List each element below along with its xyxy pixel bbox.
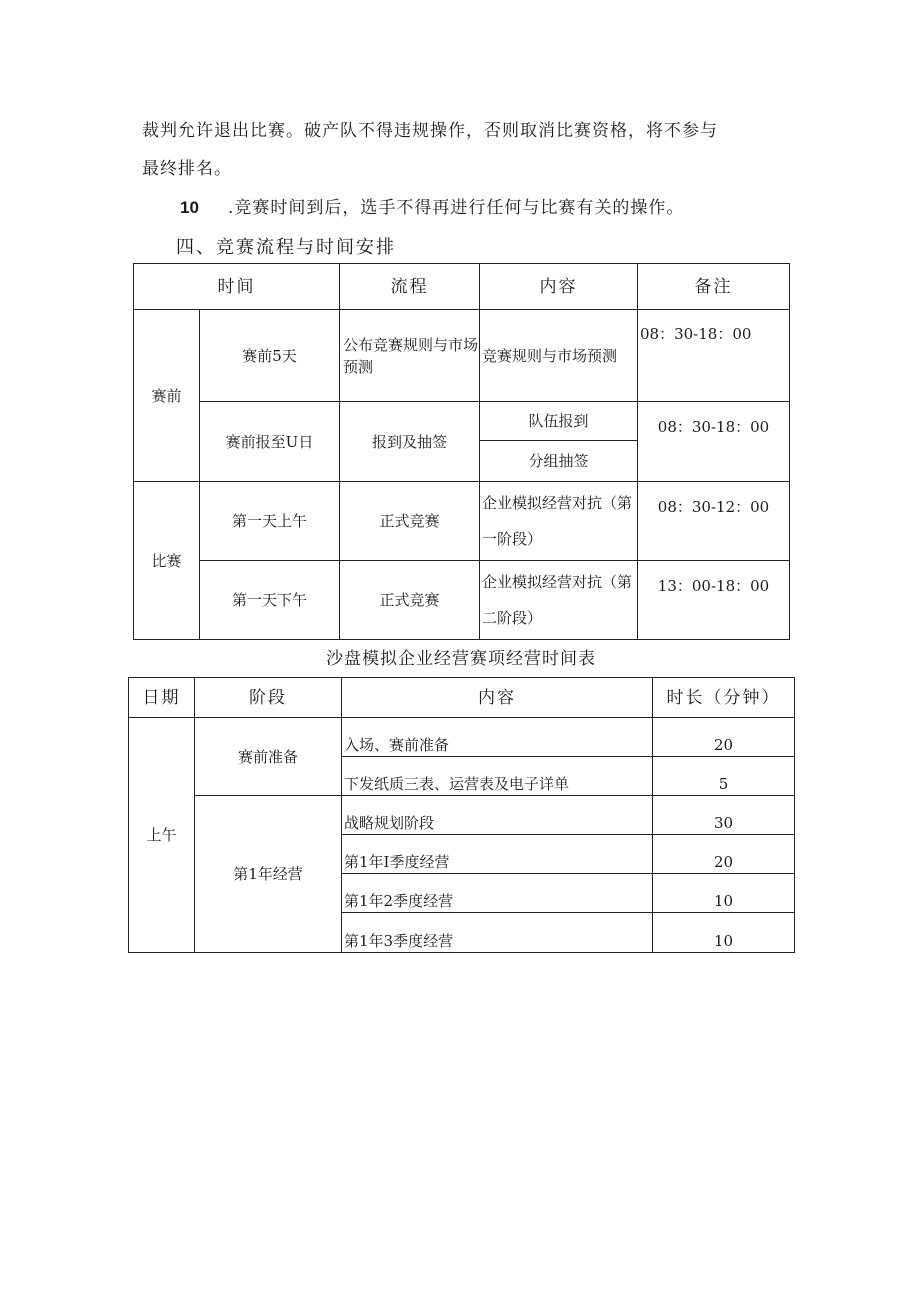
content-cell: 企业模拟经营对抗（第一阶段） [480, 482, 638, 561]
time-cell: 赛前报至U日 [200, 402, 340, 482]
duration-cell: 5 [653, 757, 795, 796]
table-row [134, 402, 790, 482]
table-row [129, 796, 795, 835]
content-cell: 企业模拟经营对抗（第二阶段） [480, 561, 638, 640]
header-content: 内容 [480, 264, 638, 310]
duration-cell: 20 [653, 835, 795, 874]
paragraph-line-2: 最终排名。 [142, 159, 232, 179]
note-cell: 13：00-18：00 [638, 561, 790, 640]
process-cell: 正式竞赛 [340, 561, 480, 640]
time-cell: 第一天上午 [200, 482, 340, 561]
content-check-in: 队伍报到 [528, 412, 589, 430]
table-row [129, 718, 795, 757]
schedule-table [133, 263, 790, 640]
time-cell: 第一天下午 [200, 561, 340, 640]
header-process: 流程 [340, 264, 480, 310]
content-cell: 第1年3季度经营 [342, 913, 653, 953]
header-stage: 阶段 [195, 678, 342, 718]
group-label-pre: 赛前 [134, 310, 200, 482]
content-cell: 战略规划阶段 [342, 796, 653, 835]
table-row [134, 310, 790, 402]
header-time: 时间 [134, 264, 340, 310]
process-cell: 公布竞赛规则与市场预测 [340, 310, 480, 402]
time-cell: 赛前5天 [200, 310, 340, 402]
group-label-match: 比赛 [134, 482, 200, 640]
schedule-header-row [134, 264, 790, 310]
note-cell: 08：30-18：00 [638, 310, 790, 402]
header-note: 备注 [638, 264, 790, 310]
stage-cell: 赛前准备 [195, 718, 342, 796]
timetable-caption: 沙盘模拟企业经营赛项经营时间表 [326, 649, 596, 669]
date-cell: 上午 [129, 718, 195, 953]
stage-cell: 第1年经营 [195, 796, 342, 953]
content-cell: 第1年I季度经营 [342, 835, 653, 874]
process-cell: 正式竞赛 [340, 482, 480, 561]
paragraph-rule-10 [180, 197, 684, 219]
rule-number: 10 [180, 198, 199, 217]
rule-text: .竞赛时间到后，选手不得再进行任何与比赛有关的操作。 [228, 198, 685, 218]
table-row [134, 482, 790, 561]
duration-cell: 10 [653, 913, 795, 953]
content-draw: 分组抽签 [480, 440, 637, 481]
note-cell: 08：30-12：00 [638, 482, 790, 561]
section-heading: 四、竞赛流程与时间安排 [176, 237, 396, 258]
table-row [134, 561, 790, 640]
content-cell-split [480, 402, 638, 482]
content-cell: 下发纸质三表、运营表及电子详单 [342, 757, 653, 796]
duration-cell: 20 [653, 718, 795, 757]
duration-cell: 30 [653, 796, 795, 835]
header-content: 内容 [342, 678, 653, 718]
paragraph-line-1: 裁判允许退出比赛。破产队不得违规操作，否则取消比赛资格，将不参与 [142, 121, 718, 141]
content-cell: 竞赛规则与市场预测 [480, 310, 638, 402]
note-cell: 08：30-18：00 [638, 402, 790, 482]
duration-cell: 10 [653, 874, 795, 913]
header-duration: 时长（分钟） [653, 678, 795, 718]
timetable [128, 677, 795, 953]
header-date: 日期 [129, 678, 195, 718]
content-cell: 第1年2季度经营 [342, 874, 653, 913]
content-cell: 入场、赛前准备 [342, 718, 653, 757]
timetable-header-row [129, 678, 795, 718]
process-cell: 报到及抽签 [340, 402, 480, 482]
